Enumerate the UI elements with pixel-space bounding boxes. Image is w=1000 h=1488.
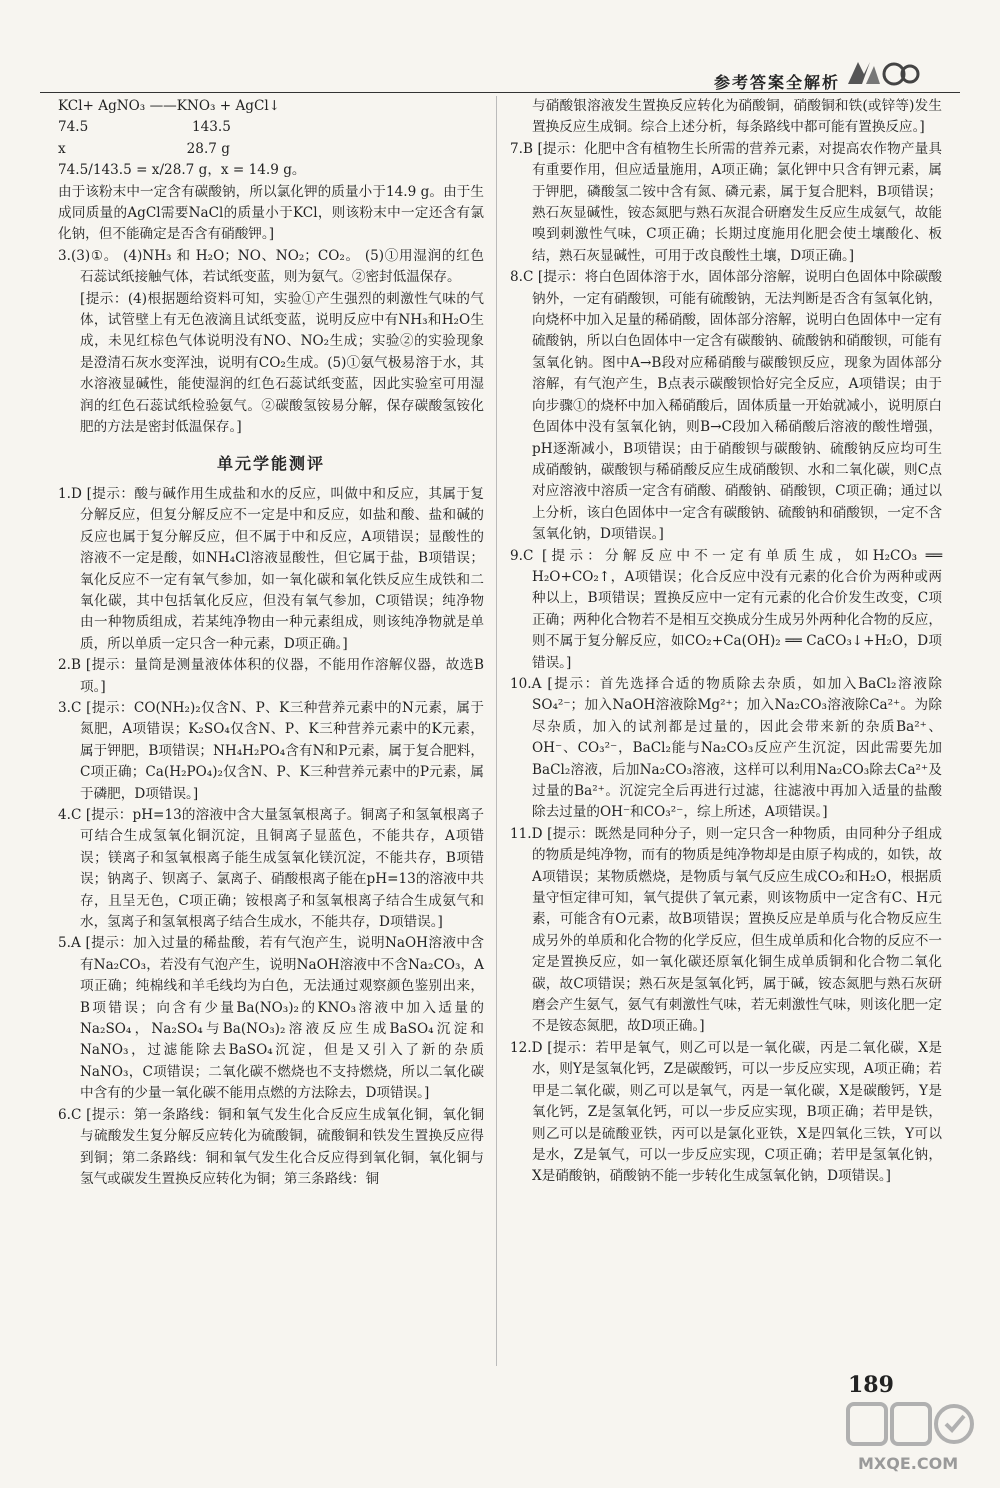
answer-continuation: 与硝酸银溶液发生置换反应转化为硝酸铜，硝酸铜和铁(或锌等)发生置换反应生成铜。综合上述分析，每条路线中都可能有置换反应。] (532, 98, 942, 136)
column-divider (496, 96, 497, 1366)
answer-item: 12.D [提示：若甲是氧气，则乙可以是一氧化碳，丙是二氧化碳，X是水，则Y是氢氧化钙，Z是碳酸钙，可以一步反应实现，A项正确；若甲是二氧化碳，则乙可以是氧气，丙是一氧化碳，X是碳酸钙，Y是氧化钙，Z是氢氧化钙，可以一步反应实现，B项正确；若甲是铁，则乙可以是硫酸亚铁，丙可以是氯化亚铁，X是四氧化三铁，Y可以是水，Z是氧气，可以一步反应实现，C项正确；若甲是氢氧化钠，X是硝酸钠，硝酸钠不能一步转化生成氢氧化钠，D项错误。] (510, 1039, 942, 1185)
answer-item: 9.C [提示：分解反应中不一定有单质生成，如H₂CO₃ ══ H₂O+CO₂↑，A项错误；化合反应中没有元素的化合价为两种或两种以上，B项错误；置换反应中一定有元素的化合价发生改变，C项正确；两种化合物若不是相互交换成分生成另外两种化合物的反应，则不属于复分解反应，如CO₂+Ca(OH)₂ ══ CaCO₃↓+H₂O，D项错误。] (510, 547, 942, 671)
header-rule (40, 92, 960, 93)
watermark-logo-icon (846, 1398, 976, 1452)
answer-item: 7.B [提示：化肥中含有植物生长所需的营养元素，对提高农作物产量具有重要作用，但应适量施用，A项正确；氯化钾中只含有钾元素，属于钾肥，磷酸氢二铵中含有氮、磷元素，属于复合肥料，B项错误；熟石灰显碱性，铵态氮肥与熟石灰混合研磨发生反应生成氨气，故能嗅到刺激性气味，C项正确；长期过度施用化肥会使土壤酸化、板结，熟石灰显碱性，可用于改良酸性土壤，D项正确。] (510, 140, 942, 264)
equation-line: x 28.7 g (58, 140, 230, 157)
book-logo-icon (844, 56, 920, 90)
page-number: 189 (848, 1372, 894, 1398)
equation-line: KCl+ AgNO₃ ——KNO₃ + AgCl↓ (58, 98, 281, 114)
answer-item: 10.A [提示：首先选择合适的物质除去杂质，如加入BaCl₂溶液除SO₄²⁻；加入NaOH溶液除Mg²⁺；加入Na₂CO₃溶液除Ca²⁺。为除尽杂质，加入的试剂都是过量的，因此会带来新的杂质Ba²⁺、OH⁻、CO₃²⁻，BaCl₂能与Na₂CO₃反应产生沉淀，因此需要先加BaCl₂溶液，后加Na₂CO₃溶液，这样可以利用Na₂CO₃除去Ca²⁺及过量的Ba²⁺。沉淀完全后再进行过滤，往滤液中再加入适量的盐酸除去过量的OH⁻和CO₃²⁻，综上所述，A项错误。] (510, 675, 942, 821)
right-column (510, 96, 942, 1188)
answer-item-3: 3.(3)①。 (4)NH₃ 和 H₂O；NO、NO₂；CO₂。 (5)①用湿润的红色石蕊试纸接触气体，若试纸变蓝，则为氨气。②密封低温保存。 (58, 247, 484, 286)
answer-item: 1.D [提示：酸与碱作用生成盐和水的反应，叫做中和反应，其属于复分解反应，但复分解反应不一定是中和反应，如盐和酸、盐和碱的反应也属于复分解反应，但不属于中和反应，A项错误；显酸性的溶液不一定是酸，如NH₄Cl溶液显酸性，但它属于盐，B项错误；氧化反应不一定有氧气参加，如一氧化碳和氧化铁反应生成铁和二氧化碳，其中包括氧化反应，但没有氧气参加，C项错误；纯净物由一种物质组成，若某纯净物由一种元素组成，则该纯净物就是单质，所以单质一定只含一种元素，D项正确。] (58, 485, 484, 652)
answer-paragraph: 由于该粉末中一定含有碳酸钠，所以氯化钾的质量小于14.9 g。由于生成同质量的AgCl需要NaCl的质量小于KCl，则该粉末中一定还含有氯化钠，但不能确定是否含有硝酸钾。] (58, 183, 484, 243)
answer-item: 11.D [提示：既然是同种分子，则一定只含一种物质，由同种分子组成的物质是纯净物，而有的物质是纯净物却是由原子构成的，如铁，故A项错误；某物质燃烧，是物质与氧气反应生成CO₂和H₂O，根据质量守恒定律可知，氧气提供了氧元素，则该物质中一定含有C、H元素，可能含有O元素，故B项错误；置换反应是单质与化合物反应生成另外的单质和化合物的化学反应，但生成单质和化合物的反应不一定是置换反应，如一氧化碳还原氧化铜生成单质铜和化合物二氧化碳，故C项错误；熟石灰是氢氧化钙，属于碱，铵态氮肥与熟石灰研磨会产生氨气，氨气有刺激性气味，若无刺激性气味，则该化肥一定不是铵态氮肥，故D项正确。] (510, 825, 942, 1035)
answer-item: 5.A [提示：加入过量的稀盐酸，若有气泡产生，说明NaOH溶液中含有Na₂CO₃，若没有气泡产生，说明NaOH溶液中不含Na₂CO₃，A项正确；纯棉线和羊毛线均为白色，无法通过观察颜色鉴别出来，B项错误；向含有少量Ba(NO₃)₂的KNO₃溶液中加入适量的Na₂SO₄，Na₂SO₄与Ba(NO₃)₂溶液反应生成BaSO₄沉淀和NaNO₃，过滤能除去BaSO₄沉淀，但是又引入了新的杂质NaNO₃，C项错误；二氧化碳不燃烧也不支持燃烧，所以二氧化碳中含有的少量一氧化碳不能用点燃的方法除去，D项错误。] (58, 935, 484, 1102)
answer-item: 8.C [提示：将白色固体溶于水，固体部分溶解，说明白色固体中除碳酸钠外，一定有硝酸钡，可能有硫酸钠，无法判断是否含有氢氧化钠，向烧杯中加入足量的稀硝酸，固体部分溶解，说明白色固体中一定有硫酸钠，所以白色固体中一定含有碳酸钠、硫酸钠和硝酸钡，可能有氢氧化钠。图中A→B段对应稀硝酸与碳酸钡反应，现象为固体部分溶解，有气泡产生，B点表示碳酸钡恰好完全反应，A项错误；由于向步骤①的烧杯中加入稀硝酸后，固体质量一开始就减小，说明原白色固体中没有氢氧化钠，则B→C段加入稀硝酸后溶液的酸性增强，pH逐渐减小，B项错误；由于硝酸钡与碳酸钠、硫酸钠反应均可生成硝酸钠，碳酸钡与稀硝酸反应生成硝酸钡、水和二氧化碳，则C点对应溶液中溶质一定含有硝酸、硝酸钠、硝酸钡，C项正确；通过以上分析，该白色固体中一定含有碳酸钠、硫酸钠和硝酸钡，一定不含氢氧化钠，D项错误。] (510, 269, 942, 543)
equation-line: 74.5/143.5 = x/28.7 g，x = 14.9 g。 (58, 162, 306, 179)
left-column (58, 96, 484, 1190)
answer-item: 3.C [提示：CO(NH₂)₂仅含N、P、K三种营养元素中的N元素，属于氮肥，A项错误；K₂SO₄仅含N、P、K三种营养元素中的K元素，属于钾肥，B项错误；NH₄H₂PO₄含有N和P元素，属于复合肥料，C项正确；Ca(H₂PO₄)₂仅含N、P、K三种营养元素中的P元素，属于磷肥，D项错误。] (58, 699, 484, 802)
watermark-text: MXQE.COM (858, 1454, 959, 1473)
header-title: 参考答案全解析 (713, 73, 840, 92)
answer-item: 4.C [提示：pH=13的溶液中含大量氢氧根离子。铜离子和氢氧根离子可结合生成氢氧化铜沉淀，且铜离子显蓝色，不能共存，A项错误；镁离子和氢氧根离子能生成氢氧化镁沉淀，不能共存，B项错误；钠离子、钡离子、氯离子、硝酸根离子能在pH=13的溶液中共存，且呈无色，C项正确；铵根离子和氢氧根离子结合生成氨气和水，氢离子和氢氧根离子结合生成水，不能共存，D项错误。] (58, 807, 484, 931)
answer-hint-3: [提示：(4)根据题给资料可知，实验①产生强烈的刺激性气味的气体，试管壁上有无色液滴且试纸变蓝，说明反应中有NH₃和H₂O生成，未见红棕色气体说明没有NO、NO₂生成；实验②的实验现象是澄清石灰水变浑浊，说明有CO₂生成。(5)①氨气极易溶于水，其水溶液显碱性，能使湿润的红色石蕊试纸变蓝，因此实验室可用湿润的红色石蕊试纸检验氨气。②碳酸氢铵易分解，保存碳酸氢铵化肥的方法是密封低温保存。] (80, 290, 484, 436)
answer-item: 6.C [提示：第一条路线：铜和氧气发生化合反应生成氧化铜，氧化铜与硫酸发生复分解反应转化为硫酸铜，硫酸铜和铁发生置换反应得到铜；第二条路线：铜和氧气发生化合反应得到氧化铜，氧化铜与氢气或碳发生置换反应转化为铜；第三条路线：铜 (58, 1106, 484, 1187)
answer-item: 2.B [提示：量筒是测量液体体积的仪器，不能用作溶解仪器，故选B项。] (58, 657, 484, 695)
page-header (40, 70, 960, 94)
equation-line: 74.5 143.5 (58, 119, 231, 136)
section-title: 单元学能测评 (216, 453, 325, 473)
